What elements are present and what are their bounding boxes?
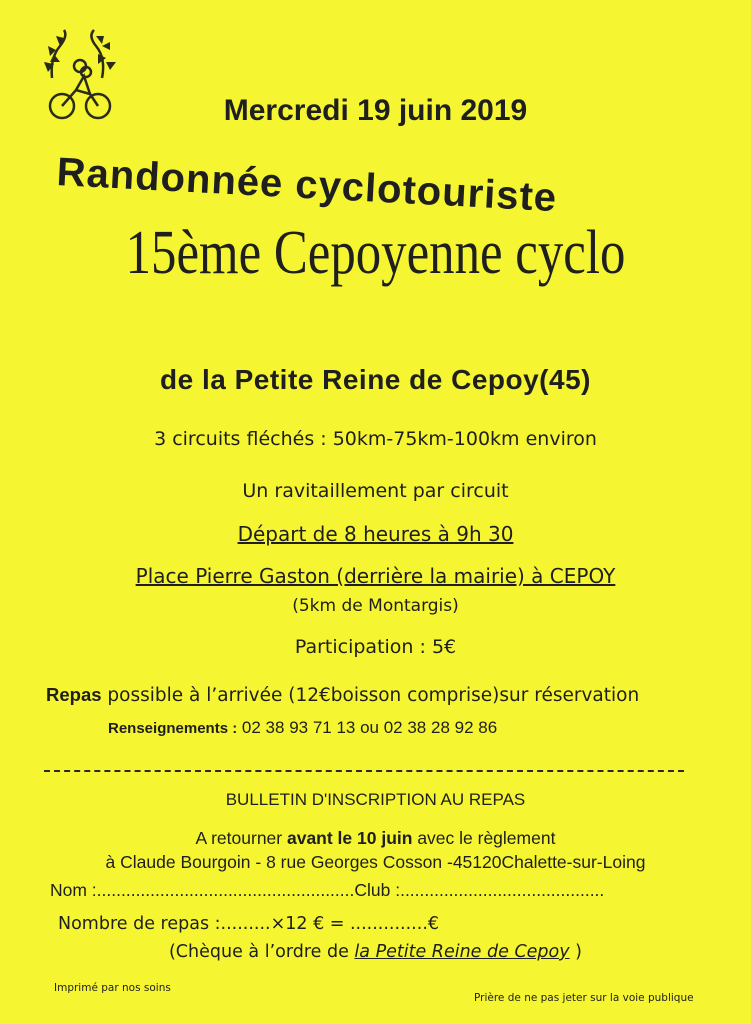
litter-note: Prière de ne pas jeter sur la voie publique	[474, 992, 694, 1004]
departure-place: Place Pierre Gaston (derrière la mairie) à CEPOY	[135, 564, 616, 588]
organizer: de la Petite Reine de Cepoy(45)	[160, 364, 591, 395]
event-edition-title: 15ème Cepoyenne cyclo	[125, 219, 626, 287]
name-club-field[interactable]: Nom :.....................................................Club :..........................................	[50, 880, 605, 900]
meal-info	[46, 684, 639, 706]
cheque-suffix: )	[569, 942, 582, 962]
return-deadline-bold: avant le 10 juin	[286, 828, 413, 848]
cheque-note	[0, 942, 751, 962]
cheque-payee: la Petite Reine de Cepoy	[354, 942, 570, 962]
return-suffix: avec le règlement	[412, 828, 556, 848]
circuits-info: 3 circuits fléchés : 50km-75km-100km environ	[154, 428, 597, 450]
meal-label: Repas	[46, 684, 102, 705]
cheque-prefix: (Chèque à l’ordre de	[168, 942, 355, 962]
departure-time: Départ de 8 heures à 9h 30	[237, 522, 514, 546]
meal-count-field[interactable]: Nombre de repas :.........×12 € = ..............€	[58, 914, 440, 934]
event-date: Mercredi 19 juin 2019	[223, 94, 528, 127]
printed-note: Imprimé par nos soins	[54, 982, 171, 994]
contact-label: Renseignements :	[108, 720, 238, 737]
participation-fee: Participation : 5€	[294, 636, 457, 658]
contact-phones: 02 38 93 71 13 ou 02 38 28 92 86	[237, 718, 498, 737]
meal-text: possible à l’arrivée (12€boisson comprise)sur réservation	[101, 685, 640, 706]
event-type-heading: Randonnée cyclotouriste	[55, 150, 559, 221]
contact-info	[108, 718, 497, 738]
cut-line-divider	[44, 770, 684, 772]
ravitaillement-info: Un ravitaillement par circuit	[242, 480, 509, 502]
distance-note: (5km de Montargis)	[292, 596, 459, 616]
return-address: à Claude Bourgoin - 8 rue Georges Cosson -45120Chalette-sur-Loing	[105, 852, 646, 872]
return-deadline	[0, 828, 751, 849]
return-prefix: A retourner	[195, 828, 287, 848]
bulletin-title: BULLETIN D'INSCRIPTION AU REPAS	[225, 790, 526, 809]
